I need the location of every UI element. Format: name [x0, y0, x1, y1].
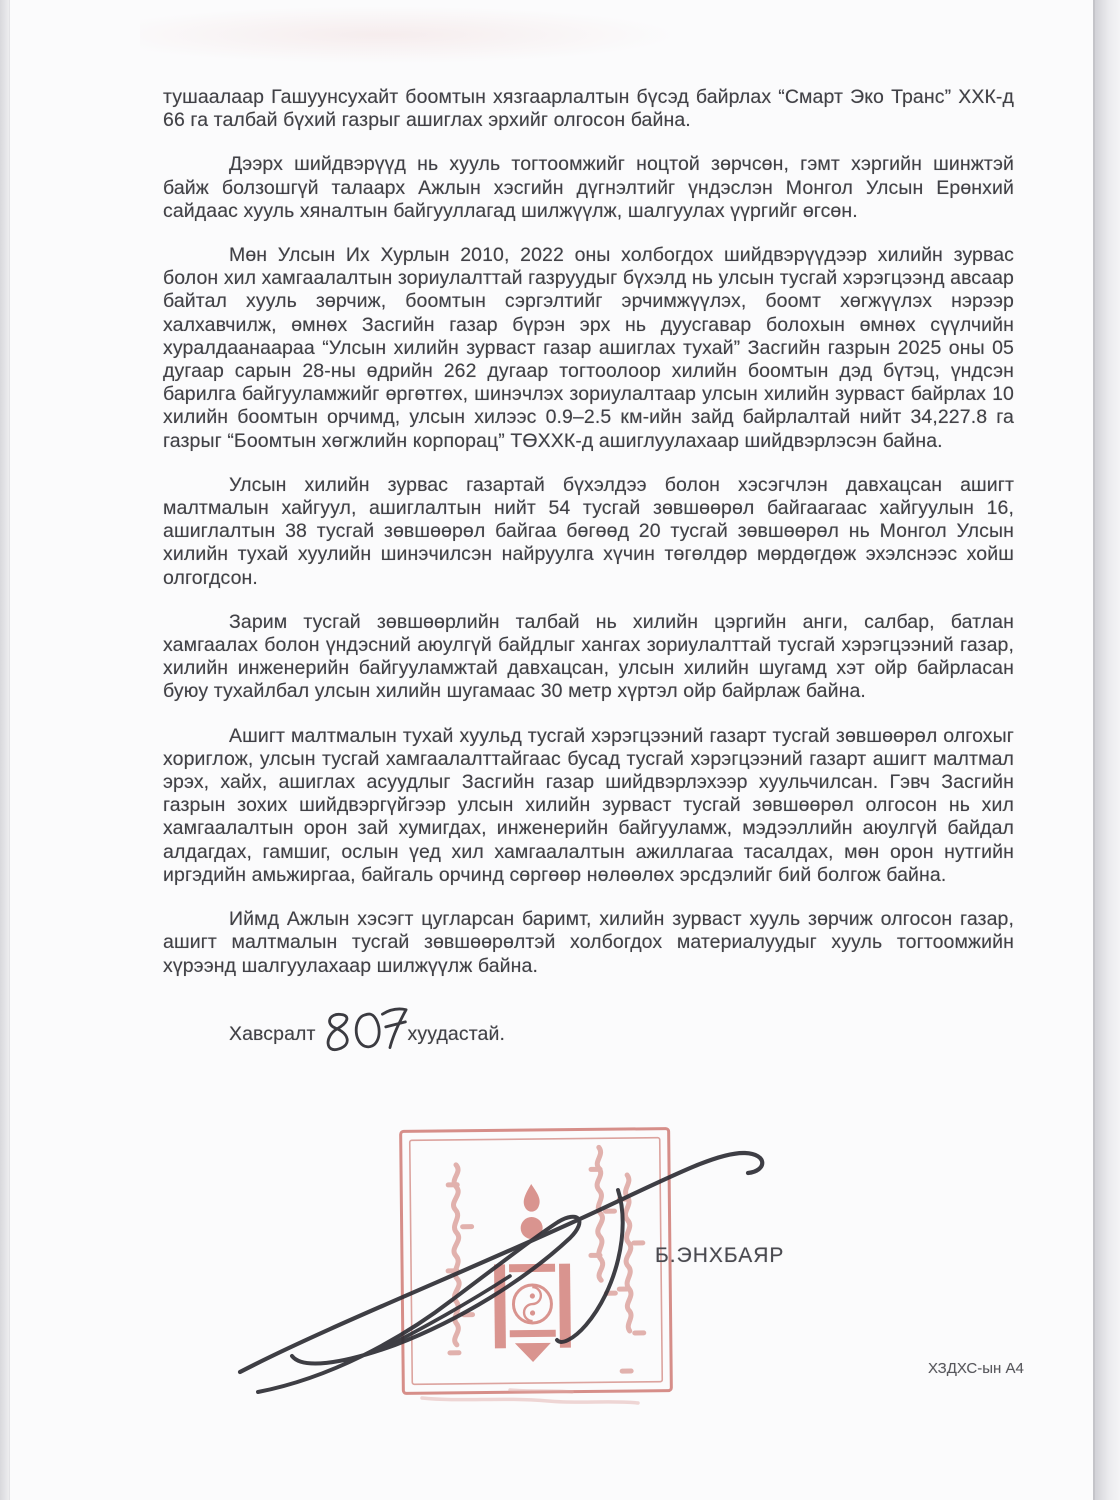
scan-left-edge	[0, 0, 10, 1500]
attachment-suffix: хуудастай.	[407, 1022, 505, 1045]
paper-size-label: ХЗДХС-ын А4	[928, 1360, 1024, 1377]
attachment-prefix: Хавсралт	[229, 1022, 316, 1045]
soyombo-emblem	[493, 1184, 571, 1363]
paragraph: тушаалаар Гашуунсухайт боомтын хязгаарлалтын бүсэд байрлах “Смарт Эко Транс” ХХК-д 66 га талбай бүхий газрыг ашиглах эрхийг олгосон байна.	[163, 86, 1014, 132]
paragraph: Мөн Улсын Их Хурлын 2010, 2022 оны холбогдох шийдвэрүүдээр хилийн зурвас болон хил хамгаалалтын зориулалттай газруудыг бүхэлд нь улсын тусгай хэрэгцээнд авсаар байтал хууль зөрчиж, боомтын сэргэлтийг эрчимжүүлэх, боомт хөгжүүлэх нэрээр халхавчилж, өмнөх Засгийн газар бүрэн эрх нь дуусгавар болохын өмнөх сүүлчийн хуралдаанаараа “Улсын хилийн зурваст газар ашиглах тухай” Засгийн газрын 2025 оны 05 дугаар сарын 28-ны өдрийн 262 дугаар тогтоолоор хилийн боомтын дэд бүтэц, үндсэн барилга байгууламжийг өргөтгөх, шинэчлэх зориулалтаар улсын хилийн зурваст байрлах 10 хилийн боомтын орчимд, улсын хилээс 0.9–2.5 км-ийн зайд байрлалтай нийт 34,227.8 га газрыг “Боомтын хөгжлийн корпорац” ТӨХХК-д ашиглуулахаар шийдвэрлэсэн байна.	[163, 244, 1014, 452]
handwritten-page-count	[320, 1005, 412, 1055]
paragraph: Ашигт малтмалын тухай хуульд тусгай хэрэгцээний газарт тусгай зөвшөөрөл олгохыг хориглож, улсын тусгай хамгаалалттайгаас бусад тусгай хэрэгцээний газарт ашигт малтмал эрэх, хайх, ашиглах асуудлыг Засгийн газар шийдвэрлэхээр хуульчилсан. Гэвч Засгийн газрын зохих шийдвэргүйгээр улсын хилийн зурваст тусгай зөвшөөрөл олгосон нь хил хамгаалалтын орон зай хумигдах, инженерийн байгууламж, мэдээллийн аюулгүй байдал алдагдах, гамшиг, ослын үед хил хамгаалалтын ажиллагаа тасалдах, мөн орон нутгийн иргэдийн амьжиргаа, байгаль орчинд сөргөөр нөлөөлөх эрсдэлийг бий болгож байна.	[163, 724, 1014, 886]
paragraph: Иймд Ажлын хэсэгт цугларсан баримт, хилийн зурваст хууль зөрчиж олгосон газар, ашигт малтмалын тусгай зөвшөөрөлтэй холбогдох материалуудыг хууль тогтоомжийн хүрээнд шалгуулахаар шилжүүлж байна.	[163, 908, 1014, 977]
document-body	[163, 86, 1014, 1055]
state-seal-stamp	[401, 1129, 672, 1394]
attachment-note	[163, 1005, 1014, 1055]
signer-name: Б.ЭНХБАЯР	[655, 1244, 785, 1267]
scan-right-edge	[1093, 0, 1120, 1500]
paragraph: Улсын хилийн зурвас газартай бүхэлдээ болон хэсэгчлэн давхацсан ашигт малтмалын хайгуул, ашиглалтын нийт 54 тусгай зөвшөөрөл байгаагаас хайгуулын 16, ашиглалтын 38 тусгай зөвшөөрөл байгаа бөгөөд 20 тусгай зөвшөөрөл нь Монгол Улсын хилийн тухай хуулийн шинэчилсэн найруулга хүчин төгөлдөр мөрдөгдөж эхэлснээс хойш олгогдсон.	[163, 473, 1014, 589]
paragraph: Дээрх шийдвэрүүд нь хууль тогтоомжийг ноцтой зөрчсөн, гэмт хэргийн шинжтэй байж болзошгүй талаарх Ажлын хэсгийн дүгнэлтийг үндэслэн Монгол Улсын Ерөнхий сайдаас хууль хяналтын байгууллагад шилжүүлж, шалгуулах үүргийг өгсөн.	[163, 153, 1014, 222]
scan-smudge	[140, 6, 680, 64]
paragraph: Зарим тусгай зөвшөөрлийн талбай нь хилийн цэргийн анги, салбар, батлан хамгаалах болон үндэсний аюулгүй байдлыг хангах зориулалттай тусгай хэрэгцээний газар, хилийн инженерийн байгууламжтай давхацсан, улсын хилийн шугамд хэт ойр байрласан буюу тухайлбал улсын хилийн шугамаас 30 метр хүртэл ойр байрлаж байна.	[163, 610, 1014, 703]
